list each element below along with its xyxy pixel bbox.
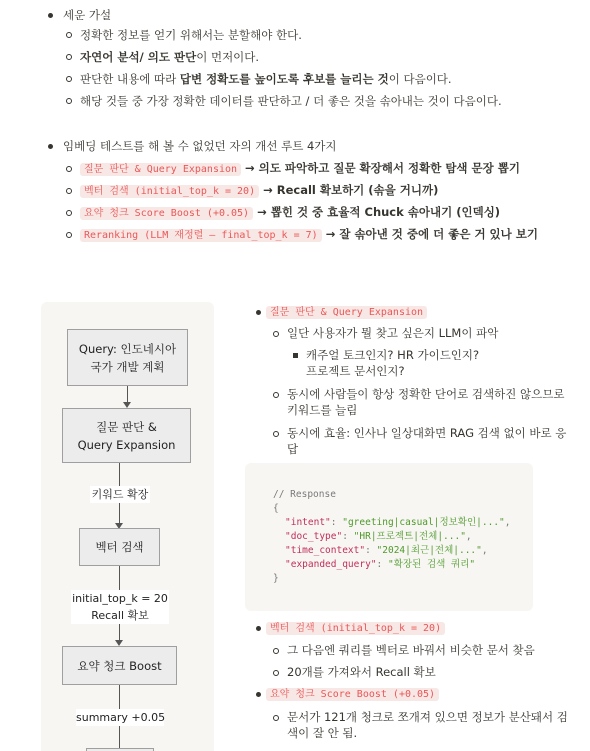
route-text: → 의도 파악하고 질문 확장해서 정확한 탐색 문장 뽑기 bbox=[241, 161, 520, 175]
code-value: "2024|최근|전체|..." bbox=[376, 545, 482, 556]
diagram-box-text: 질문 판단 & Query Expansion bbox=[77, 419, 176, 452]
bullet-icon bbox=[273, 648, 279, 654]
bullet-icon bbox=[66, 54, 72, 60]
note-item: 답 bbox=[287, 442, 299, 456]
bullet-icon bbox=[273, 431, 279, 437]
bullet-icon bbox=[66, 166, 72, 172]
note-item: 일단 사용자가 뭘 찾고 싶은지 LLM이 파악 bbox=[287, 326, 499, 340]
diagram-box-text: Query: 인도네시아 국가 개발 계획 bbox=[78, 341, 177, 374]
bullet-icon bbox=[256, 626, 261, 631]
section-code: 질문 판단 & Query Expansion bbox=[266, 306, 427, 319]
note-item: 문서가 121개 청크로 쪼개져 있으면 정보가 분산돼서 검 bbox=[287, 710, 568, 724]
bullet-icon bbox=[66, 32, 72, 38]
diagram-box-expansion bbox=[62, 408, 191, 463]
bullet-icon bbox=[66, 76, 72, 82]
code-key: "time_context" bbox=[285, 545, 366, 556]
diagram-box-text: 요약 청크 Boost bbox=[77, 658, 162, 673]
bullet-icon bbox=[273, 670, 279, 676]
routes-title: 임베딩 테스트를 해 볼 수 없었던 자의 개선 루트 4가지 bbox=[63, 139, 337, 153]
route-code: 요약 청크 Score Boost (+0.05) bbox=[80, 207, 253, 220]
code-line: "intent": "greeting|casual|정보확인|...", bbox=[285, 517, 511, 528]
code-key: "doc_type" bbox=[285, 531, 343, 542]
note-item: 20개를 가져와서 Recall 확보 bbox=[287, 665, 436, 679]
hypothesis-item: 정확한 정보를 얻기 위해서는 분할해야 한다. bbox=[80, 28, 302, 42]
diagram-label-keyword: 키워드 확장 bbox=[91, 488, 149, 501]
hypothesis-text: 이 다음이다. bbox=[388, 72, 452, 86]
code-line: "time_context": "2024|최근|전체|...", bbox=[285, 545, 488, 556]
code-punct: , bbox=[504, 517, 511, 528]
diagram-label-line: initial_top_k = 20 bbox=[72, 592, 168, 605]
diagram-box-text: 벡터 검색 bbox=[95, 540, 144, 554]
hypothesis-text: 판단한 내용에 따라 bbox=[80, 72, 180, 86]
route-text: → 뽑힌 것 중 효율적 Chuck 솎아내기 (인덱싱) bbox=[253, 205, 501, 219]
section-heading bbox=[266, 685, 439, 703]
code-comment: // Response bbox=[273, 489, 336, 500]
diagram-label-topk bbox=[71, 590, 169, 624]
code-punct: , bbox=[481, 545, 488, 556]
hypothesis-text: 이 먼저이다. bbox=[196, 50, 260, 64]
bullet-icon bbox=[293, 353, 298, 358]
section-heading bbox=[266, 303, 427, 321]
bullet-icon bbox=[256, 310, 261, 315]
note-item: 동시에 효율: 인사나 일상대화면 RAG 검색 없이 바로 응 bbox=[287, 426, 567, 440]
bullet-icon bbox=[48, 13, 53, 18]
bullet-icon bbox=[273, 392, 279, 398]
bullet-icon bbox=[48, 144, 53, 149]
note-subitem: 프로젝트 문서인지? bbox=[306, 364, 405, 378]
diagram-label-summary: summary +0.05 bbox=[76, 711, 166, 724]
code-brace: } bbox=[273, 573, 279, 584]
diagram-box-query bbox=[67, 329, 188, 386]
bullet-icon bbox=[273, 715, 279, 721]
hypothesis-title: 세운 가설 bbox=[63, 8, 112, 22]
bullet-icon bbox=[66, 210, 72, 216]
code-line: "expanded_query": "확장된 검색 쿼리" bbox=[285, 559, 476, 570]
hypothesis-item bbox=[80, 49, 259, 65]
route-text: → 잘 솎아낸 것 중에 더 좋은 거 있나 보기 bbox=[321, 227, 538, 241]
note-item: 동시에 사람들이 항상 정확한 단어로 검색하진 않으므로 bbox=[287, 387, 565, 401]
code-punct: , bbox=[465, 531, 472, 542]
diagram-label-line: Recall 확보 bbox=[91, 609, 149, 622]
code-value: "HR|프로젝트|전체|..." bbox=[353, 531, 466, 542]
code-value: "확장된 검색 쿼리" bbox=[387, 559, 476, 570]
note-item: 색이 잘 안 됨. bbox=[287, 726, 358, 740]
code-brace: { bbox=[273, 503, 279, 514]
note-subitem: 캐주얼 토크인지? HR 가이드인지? bbox=[306, 348, 480, 362]
code-value: "greeting|casual|정보확인|..." bbox=[342, 517, 505, 528]
bullet-icon bbox=[66, 232, 72, 238]
bullet-icon bbox=[256, 692, 261, 697]
hypothesis-bold: 답변 정확도를 높이도록 후보를 늘리는 것 bbox=[179, 72, 389, 86]
hypothesis-bold: 자연어 분석/ 의도 판단 bbox=[80, 50, 197, 64]
hypothesis-item bbox=[80, 71, 452, 87]
code-key: "intent" bbox=[285, 517, 331, 528]
note-item: 그 다음엔 쿼리를 벡터로 바꿔서 비슷한 문서 찾음 bbox=[287, 643, 535, 657]
section-heading bbox=[266, 619, 445, 637]
bullet-icon bbox=[66, 98, 72, 104]
route-item bbox=[80, 226, 538, 244]
route-code: 질문 판단 & Query Expansion bbox=[80, 163, 241, 176]
note-item: 키워드를 늘림 bbox=[287, 403, 358, 417]
route-item bbox=[80, 182, 438, 200]
section-code: 요약 청크 Score Boost (+0.05) bbox=[266, 688, 439, 701]
route-item bbox=[80, 160, 520, 178]
bullet-icon bbox=[66, 188, 72, 194]
route-code: 벡터 검색 (initial_top_k = 20) bbox=[80, 185, 259, 198]
section-code: 벡터 검색 (initial_top_k = 20) bbox=[266, 622, 445, 635]
route-item bbox=[80, 204, 500, 222]
code-line: "doc_type": "HR|프로젝트|전체|...", bbox=[285, 531, 472, 542]
route-text: → Recall 확보하기 (솎을 거니까) bbox=[259, 183, 439, 197]
code-key: "expanded_query" bbox=[285, 559, 377, 570]
hypothesis-item: 해당 것들 중 가장 정확한 데이터를 판단하고 / 더 좋은 것을 솎아내는 것이 다음이다. bbox=[80, 94, 502, 108]
diagram-box-vector bbox=[79, 528, 160, 566]
bullet-icon bbox=[273, 331, 279, 337]
route-code: Reranking (LLM 재정렬 – final_top_k = 7) bbox=[80, 229, 322, 242]
diagram-box-boost bbox=[62, 646, 177, 685]
